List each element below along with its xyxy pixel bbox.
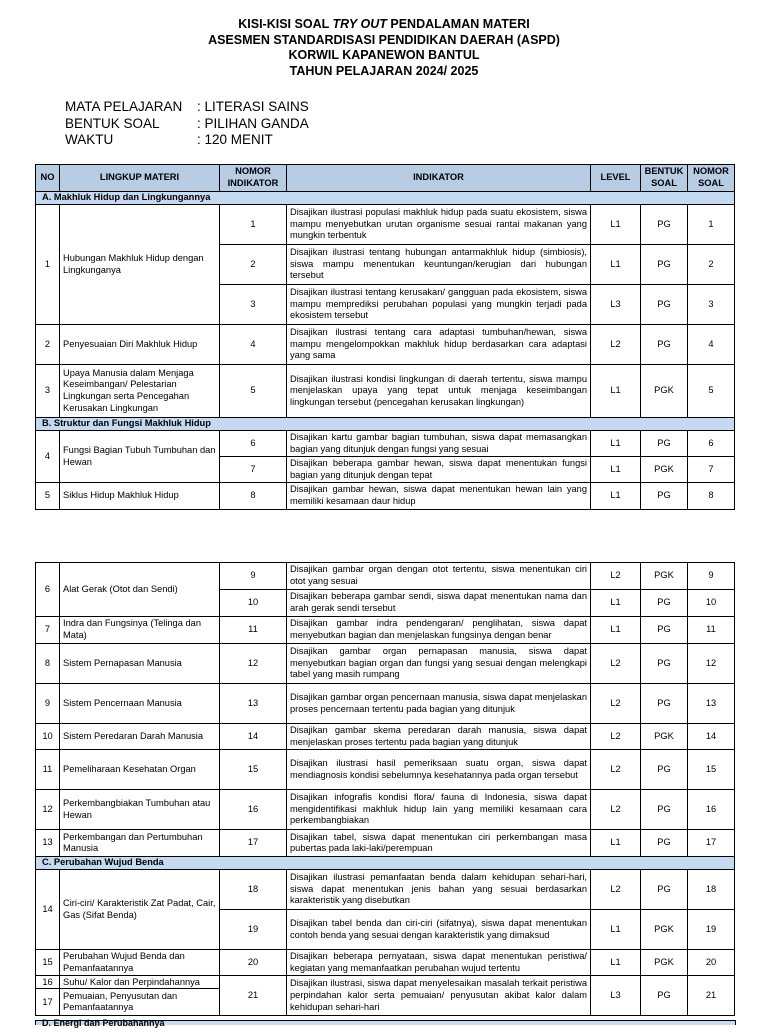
col-no: NO xyxy=(36,165,60,192)
title-line-3: KORWIL KAPANEWON BANTUL xyxy=(288,48,480,62)
grid-table-page-1 xyxy=(35,164,735,510)
document-meta xyxy=(65,99,309,149)
meta-subject: MATA PELAJARAN : LITERASI SAINS xyxy=(65,99,309,114)
col-nomor-indikator: NOMOR INDIKATOR xyxy=(220,165,287,192)
section-row-d: D. Energi dan Perubahannya xyxy=(35,1020,736,1025)
col-lingkup-materi: LINGKUP MATERI xyxy=(60,165,220,192)
col-bentuk-soal: BENTUK SOAL xyxy=(641,165,688,192)
table-row: 17 Pemuaian, Penyusutan dan Pemanfaatannya xyxy=(36,989,735,1016)
table-row: 11 Pemeliharaan Kesehatan Organ 15 Disajikan ilustrasi hasil pemeriksaan suatu organ, siswa dapat mendiagnosis kondisi sebelumnya kesehatannya pada organ tersebut L2 PG 15 xyxy=(36,750,735,790)
table-row: 5 Siklus Hidup Makhluk Hidup 8 Disajikan gambar hewan, siswa dapat menentukan hewan lain yang memiliki kesamaan daur hidup L1 PG 8 xyxy=(36,483,735,509)
table-row: 8 Sistem Pernapasan Manusia 12 Disajikan gambar organ pernapasan manusia, siswa dapat menyebutkan bagian organ dan fungsi yang sesuai dengan melengkapi tabel yang masih rumpang L2 PG 12 xyxy=(36,644,735,684)
grid-table-page-2 xyxy=(35,562,735,1016)
document-title xyxy=(0,17,768,79)
section-row-b: B. Struktur dan Fungsi Makhluk Hidup xyxy=(36,418,735,431)
table-row: 13 Perkembangan dan Pertumbuhan Manusia 17 Disajikan tabel, siswa dapat menentukan ciri perkembangan masa pubertas pada laki-laki/perempuan L1 PG 17 xyxy=(36,830,735,857)
table-row: 2 Penyesuaian Diri Makhluk Hidup 4 Disajikan ilustrasi tentang cara adaptasi tumbuhan/hewan, siswa mampu mengelompokkan makhluk hidup berdasarkan cara adaptasi yang sama L2 PG 4 xyxy=(36,325,735,365)
table-row: 6 Alat Gerak (Otot dan Sendi) 9 Disajikan gambar organ dengan otot tertentu, siswa menentukan ciri otot yang sesuai L2 PGK 9 xyxy=(36,563,735,590)
col-nomor-soal: NOMOR SOAL xyxy=(688,165,735,192)
title-line-4: TAHUN PELAJARAN 2024/ 2025 xyxy=(289,63,479,78)
table-row: 15 Perubahan Wujud Benda dan Pemanfaatannya 20 Disajikan beberapa pernyataan, siswa dapat menentukan peristiwa/ kegiatan yang memanfaatkan perubahan wujud tertentu L1 PGK 20 xyxy=(36,950,735,976)
table-row: 10 Disajikan beberapa gambar sendi, siswa dapat menentukan nama dan arah gerak sendi tersebut L1 PG 10 xyxy=(36,590,735,617)
table-row: 9 Sistem Pencernaan Manusia 13 Disajikan gambar organ pencernaan manusia, siswa dapat menjelaskan proses pencernaan tertentu pada bagian yang ditunjuk L2 PG 13 xyxy=(36,684,735,724)
table-row: 1 Hubungan Makhluk Hidup dengan Lingkunganya 1 Disajikan ilustrasi populasi makhluk hidup pada suatu ekosistem, siswa mampu menyebutkan urutan organisme sesuai rantai makanan yang mungkin terbentuk L1 PG 1 xyxy=(36,205,735,245)
table-row: 14 Ciri-ciri/ Karakteristik Zat Padat, Cair, Gas (Sifat Benda) 18 Disajikan ilustrasi pemanfaatan benda dalam kehidupan sehari-hari, siswa dapat menentukan jenis bahan yang sesuai berdasarkan karakteristik yang disebutkan L2 PG 18 xyxy=(36,870,735,910)
section-row-a: A. Makhluk Hidup dan Lingkungannya xyxy=(36,192,735,205)
table-row: 3 Upaya Manusia dalam Menjaga Keseimbangan/ Pelestarian Lingkungan serta Pencegahan Kerusakan Lingkungan 5 Disajikan ilustrasi kondisi lingkungan di daerah tertentu, siswa mampu menjelaskan upaya yang tepat untuk menjaga keseimbangan lingkungan tersebut (pencegahan kerusakan lingkungan) L1 PGK 5 xyxy=(36,365,735,418)
title-line-2: ASESMEN STANDARDISASI PENDIDIKAN DAERAH (ASPD) xyxy=(208,32,560,47)
title-line-1: KISI-KISI SOAL TRY OUT PENDALAMAN MATERI xyxy=(238,17,530,31)
meta-question-type: BENTUK SOAL : PILIHAN GANDA xyxy=(65,115,309,131)
table-row: 7 Indra dan Fungsinya (Telinga dan Mata) 11 Disajikan gambar indra pendengaran/ penglihatan, siswa dapat menyebutkan bagian dan menjelaskan fungsinya dengan benar L1 PG 11 xyxy=(36,617,735,644)
table-row: 3 Disajikan ilustrasi tentang kerusakan/ gangguan pada ekosistem, siswa mampu memprediksi perubahan populasi yang mungkin terjadi pada ekosistem tersebut L3 PG 3 xyxy=(36,285,735,325)
table-header-row xyxy=(36,165,735,192)
col-level: LEVEL xyxy=(591,165,641,192)
table-row: 10 Sistem Peredaran Darah Manusia 14 Disajikan gambar skema peredaran darah manusia, siswa dapat menjelaskan proses tertentu pada bagian yang ditunjuk L2 PGK 14 xyxy=(36,724,735,750)
meta-time: WAKTU : 120 MENIT xyxy=(65,132,273,147)
table-row: 7 Disajikan beberapa gambar hewan, siswa dapat menentukan fungsi bagian yang ditunjuk dengan tepat L1 PGK 7 xyxy=(36,457,735,483)
table-row: 16 Suhu/ Kalor dan Perpindahannya 21 Disajikan ilustrasi, siswa dapat menyelesaikan masalah terkait peristiwa perpindahan kalor serta pemuaian/ penyusutan akibat kalor dalam kehidupan sehari-hari L3 PG 21 xyxy=(36,976,735,989)
table-row: 19 Disajikan tabel benda dan ciri-ciri (sifatnya), siswa dapat menentukan contoh benda yang sesuai dengan karakteristik yang dimaksud L1 PGK 19 xyxy=(36,910,735,950)
table-row: 4 Fungsi Bagian Tubuh Tumbuhan dan Hewan 6 Disajikan kartu gambar bagian tumbuhan, siswa dapat memasangkan bagian yang ditunjuk dengan fungsi yang sesuai L1 PG 6 xyxy=(36,431,735,457)
section-row-c: C. Perubahan Wujud Benda xyxy=(36,857,735,870)
table-row: 2 Disajikan ilustrasi tentang hubungan antarmakhluk hidup (simbiosis), siswa mampu menentukan keuntungan/kerugian dari hubungan tersebut L1 PG 2 xyxy=(36,245,735,285)
table-row: 12 Perkembangbiakan Tumbuhan atau Hewan 16 Disajikan infografis kondisi flora/ fauna di Indonesia, siswa dapat mengidentifikasi makhluk hidup lain yang memiliki kesamaan cara perkembangbiakan L2 PG 16 xyxy=(36,790,735,830)
col-indikator: INDIKATOR xyxy=(287,165,591,192)
